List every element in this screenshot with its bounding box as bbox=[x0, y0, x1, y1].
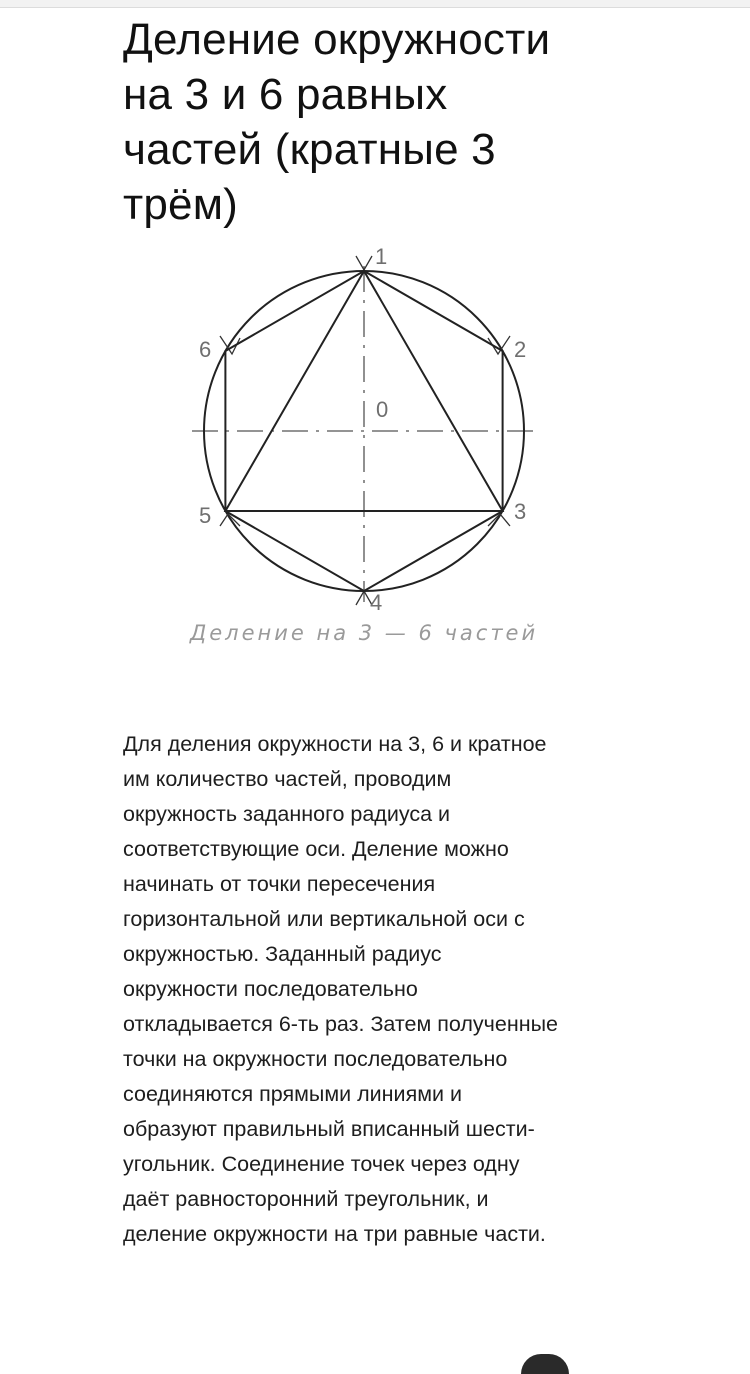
article-body: Для деления окружности на 3, 6 и кратное им количество частей, проводим окружность заданного радиуса и соответствующие оси. Деление можно начинать от точки пересечения горизонтальной или вертикальной оси с окружностью. Заданный радиус окружности последовательно откладывается 6-ть раз. Затем полученные точки на окружности последовательно соединяются прямыми линиями и образуют правильный вписанный шести- угольник. Соединение точек через одну даёт равносторонний треугольник, и деление окружности на три равные части. bbox=[123, 732, 558, 1246]
point-label-4: 4 bbox=[370, 590, 383, 615]
article-title: Деление окружности на 3 и 6 равных частей (кратные 3 трём) bbox=[123, 15, 551, 229]
center-label: 0 bbox=[376, 397, 389, 422]
figure-caption: Деление на 3 — 6 частей bbox=[189, 621, 539, 645]
circle-division-figure bbox=[180, 240, 560, 660]
point-label-2: 2 bbox=[514, 337, 527, 362]
point-label-5: 5 bbox=[199, 503, 212, 528]
point-label-6: 6 bbox=[199, 337, 212, 362]
point-label-3: 3 bbox=[514, 499, 527, 524]
circle-division-diagram bbox=[180, 240, 560, 660]
point-label-1: 1 bbox=[375, 244, 388, 269]
scroll-indicator[interactable] bbox=[521, 1354, 569, 1374]
